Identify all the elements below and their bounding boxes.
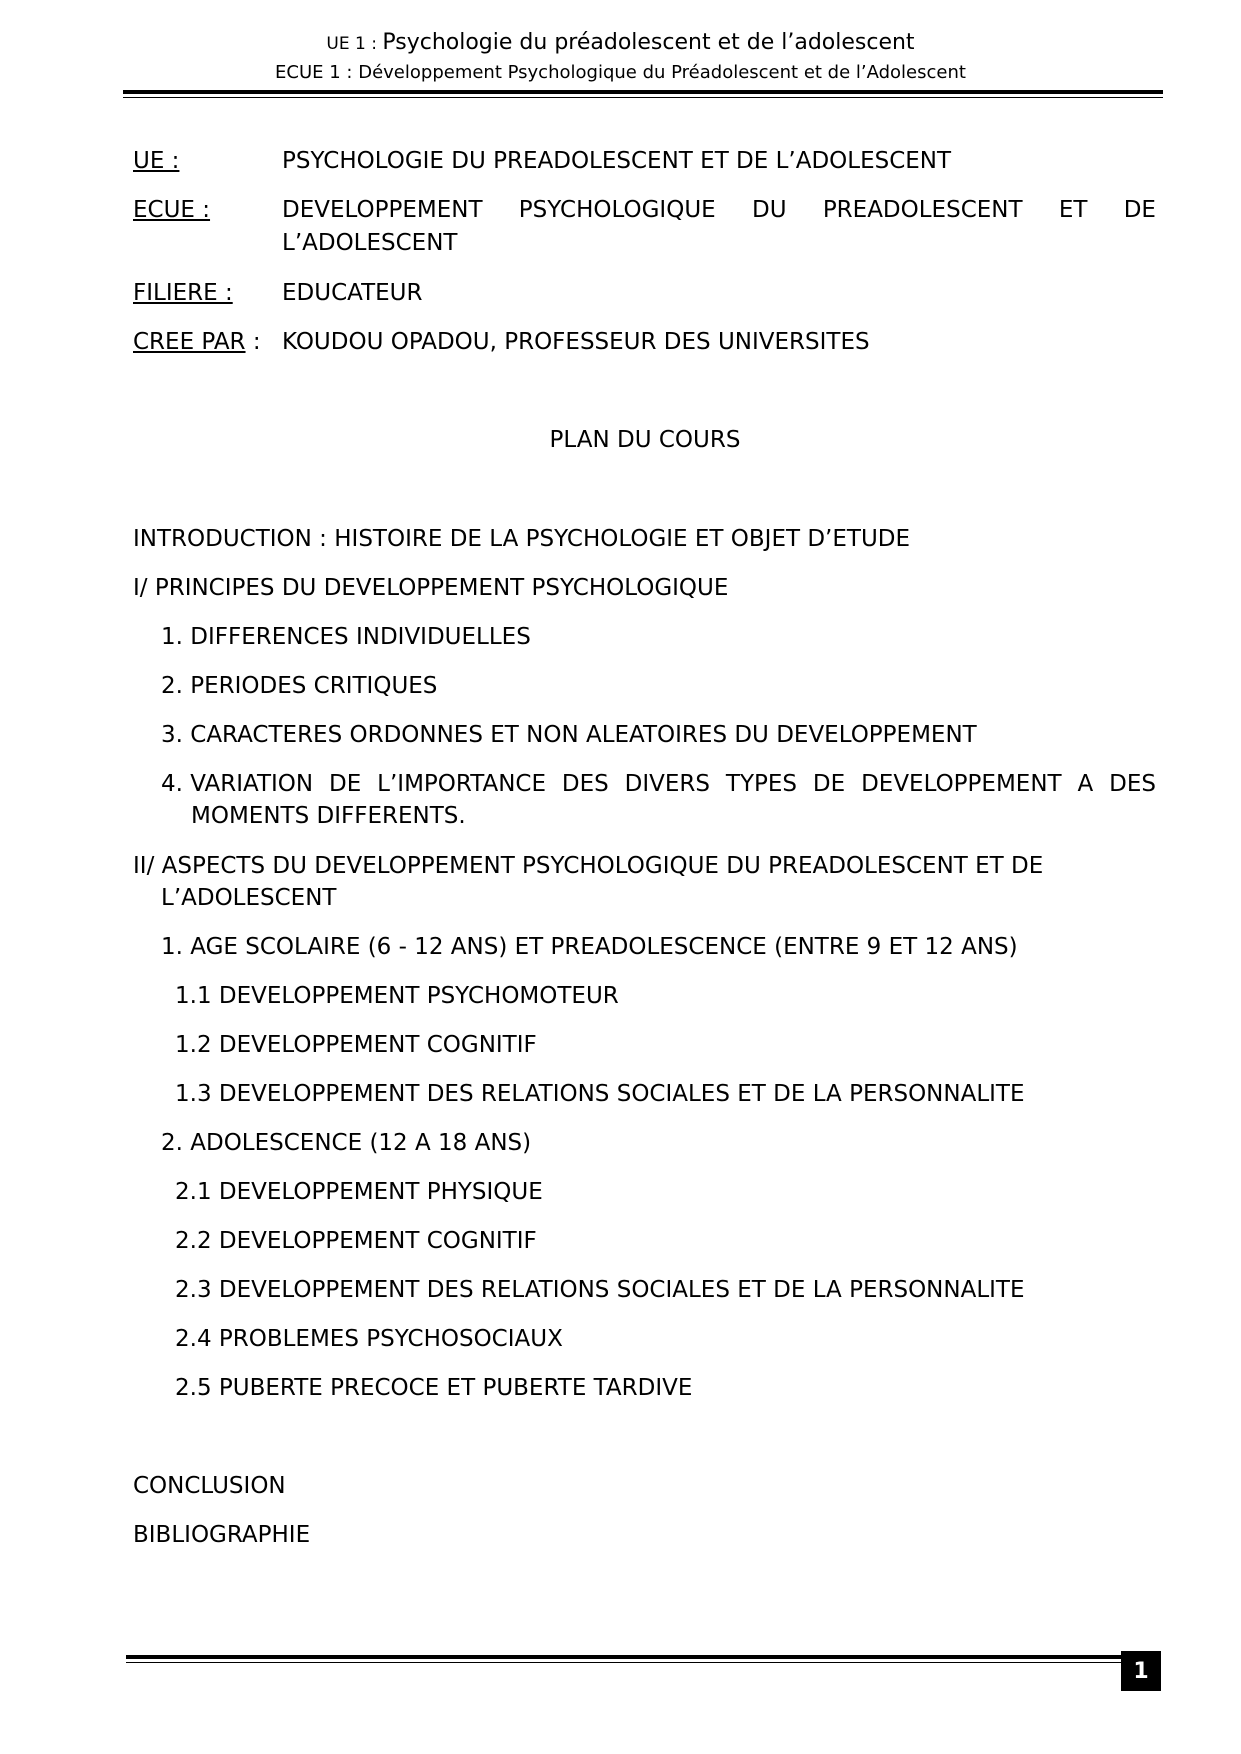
ecue-word: ET <box>1058 197 1088 223</box>
cree-par-label: CREE PAR <box>133 329 246 355</box>
section-2-sub-1-item: 1.1 DEVELOPPEMENT PSYCHOMOTEUR <box>175 983 619 1009</box>
item-4-word: L’IMPORTANCE <box>377 771 546 797</box>
section-1-item: 1. DIFFERENCES INDIVIDUELLES <box>161 624 531 650</box>
introduction-label: INTRODUCTION : <box>133 526 335 552</box>
ecue-value-line2: L’ADOLESCENT <box>282 230 458 256</box>
ecue-word: PSYCHOLOGIQUE <box>518 197 716 223</box>
header-rule-thick <box>123 90 1163 94</box>
item-4-word: TYPES <box>725 771 798 797</box>
cree-par-separator: : <box>245 329 261 355</box>
section-1-title: I/ PRINCIPES DU DEVELOPPEMENT PSYCHOLOGIQUE <box>133 575 729 601</box>
item-4-word: DE <box>812 771 846 797</box>
section-2-sub-1-title: 1. AGE SCOLAIRE (6 - 12 ANS) ET PREADOLESCENCE (ENTRE 9 ET 12 ANS) <box>161 934 1018 960</box>
section-1-item-4-line2: MOMENTS DIFFERENTS. <box>191 803 466 829</box>
introduction-text: HISTOIRE DE LA PSYCHOLOGIE ET OBJET D’ETUDE <box>334 526 911 552</box>
ecue-label: ECUE : <box>133 197 211 223</box>
ecue-word: DE <box>1123 197 1156 223</box>
item-4-word: DES <box>561 771 609 797</box>
ue-value: PSYCHOLOGIE DU PREADOLESCENT ET DE L’ADOLESCENT <box>282 148 952 174</box>
item-4-word: DES <box>1109 771 1156 797</box>
running-header-ue <box>0 30 1241 55</box>
bibliographie-heading: BIBLIOGRAPHIE <box>133 1522 311 1548</box>
item-4-word: 4. VARIATION <box>161 771 314 797</box>
header-ue-title: Psychologie du préadolescent et de l’adolescent <box>382 30 915 55</box>
section-1-item: 2. PERIODES CRITIQUES <box>161 673 438 699</box>
introduction <box>133 526 910 552</box>
conclusion-heading: CONCLUSION <box>133 1473 286 1499</box>
filiere-value: EDUCATEUR <box>282 280 423 306</box>
section-2-sub-1-item: 1.2 DEVELOPPEMENT COGNITIF <box>175 1032 537 1058</box>
ecue-word: DU <box>751 197 787 223</box>
ecue-word: DEVELOPPEMENT <box>282 197 483 223</box>
section-2-title-line1: II/ ASPECTS DU DEVELOPPEMENT PSYCHOLOGIQUE DU PREADOLESCENT ET DE <box>133 853 1044 879</box>
header-ue-prefix: UE 1 : <box>326 34 383 54</box>
running-header-ecue: ECUE 1 : Développement Psychologique du Préadolescent et de l’Adolescent <box>275 62 966 83</box>
section-2-sub-2-item: 2.5 PUBERTE PRECOCE ET PUBERTE TARDIVE <box>175 1375 693 1401</box>
plan-title: PLAN DU COURS <box>549 427 741 453</box>
ecue-value-line1 <box>282 197 1156 223</box>
ecue-word: PREADOLESCENT <box>822 197 1023 223</box>
section-2-sub-1-item: 1.3 DEVELOPPEMENT DES RELATIONS SOCIALES ET DE LA PERSONNALITE <box>175 1081 1025 1107</box>
section-2-sub-2-title: 2. ADOLESCENCE (12 A 18 ANS) <box>161 1130 532 1156</box>
section-2-title-line2: L’ADOLESCENT <box>161 885 337 911</box>
header-rule-thin <box>123 97 1163 98</box>
cree-par-label-group <box>133 329 261 355</box>
cree-par-value: KOUDOU OPADOU, PROFESSEUR DES UNIVERSITES <box>282 329 870 355</box>
footer-rule-thin <box>126 1662 1161 1663</box>
section-2-sub-2-item: 2.4 PROBLEMES PSYCHOSOCIAUX <box>175 1326 563 1352</box>
filiere-label: FILIERE : <box>133 280 233 306</box>
ue-label: UE : <box>133 148 180 174</box>
footer-rule-thick <box>126 1655 1161 1659</box>
item-4-word: DEVELOPPEMENT <box>861 771 1062 797</box>
item-4-word: DE <box>329 771 362 797</box>
section-1-item-4-line1 <box>161 771 1156 797</box>
item-4-word: A <box>1077 771 1094 797</box>
section-2-sub-2-item: 2.1 DEVELOPPEMENT PHYSIQUE <box>175 1179 543 1205</box>
section-2-sub-2-item: 2.3 DEVELOPPEMENT DES RELATIONS SOCIALES ET DE LA PERSONNALITE <box>175 1277 1025 1303</box>
item-4-word: DIVERS <box>624 771 710 797</box>
section-1-item: 3. CARACTERES ORDONNES ET NON ALEATOIRES DU DEVELOPPEMENT <box>161 722 977 748</box>
page-number: 1 <box>1121 1651 1161 1691</box>
section-2-sub-2-item: 2.2 DEVELOPPEMENT COGNITIF <box>175 1228 537 1254</box>
